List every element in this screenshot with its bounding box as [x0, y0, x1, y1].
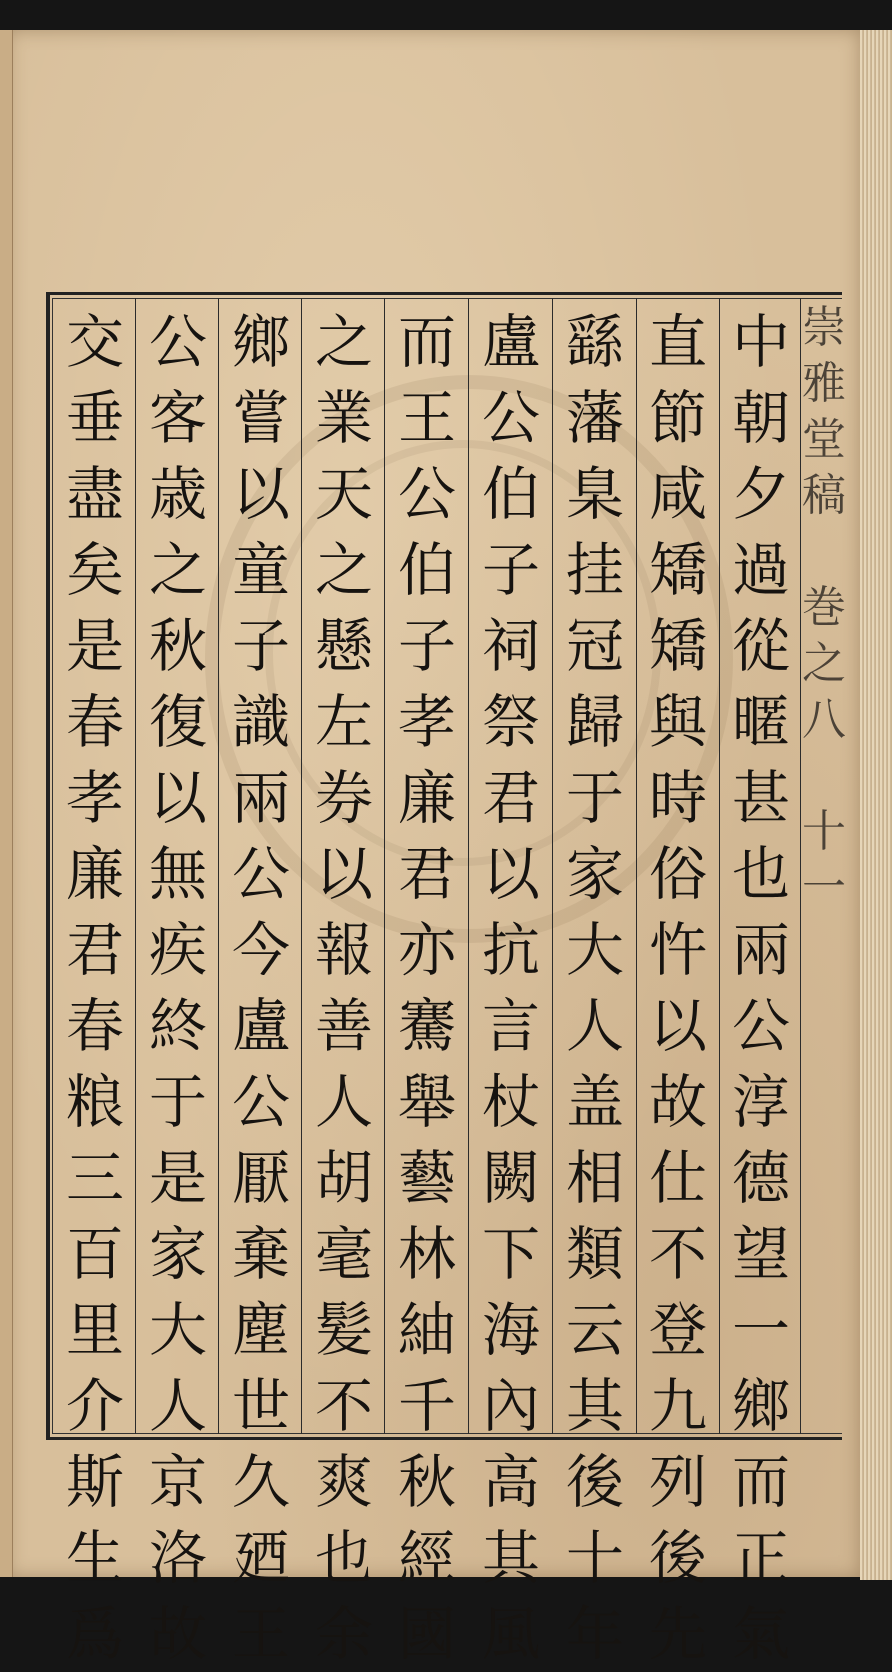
text-character: 久 — [231, 1448, 290, 1516]
text-character: 繇 — [565, 308, 624, 376]
text-character: 一 — [802, 862, 846, 913]
text-character: 以 — [481, 840, 540, 908]
text-character: 孝 — [65, 764, 124, 832]
text-character: 與 — [648, 688, 707, 756]
text-character: 正 — [731, 1524, 790, 1592]
text-character: 疾 — [148, 916, 207, 984]
text-character: 兩 — [731, 916, 790, 984]
text-character: 以 — [148, 764, 207, 832]
text-character: 盖 — [565, 1068, 624, 1136]
text-character: 祭 — [481, 688, 540, 756]
text-character: 直 — [648, 308, 707, 376]
text-character: 春 — [65, 688, 124, 756]
text-character: 歸 — [565, 688, 624, 756]
margin-label — [800, 300, 848, 916]
text-character: 甚 — [731, 764, 790, 832]
text-character: 百 — [65, 1220, 124, 1288]
text-column-4 — [470, 304, 552, 1668]
text-character: 下 — [481, 1220, 540, 1288]
text-character: 大 — [565, 916, 624, 984]
text-character: 祠 — [481, 612, 540, 680]
text-character: 交 — [65, 308, 124, 376]
text-character: 子 — [231, 612, 290, 680]
text-character: 以 — [231, 460, 290, 528]
text-character: 時 — [648, 764, 707, 832]
text-character: 夕 — [731, 460, 790, 528]
text-character: 冠 — [565, 612, 624, 680]
text-character: 懸 — [314, 612, 373, 680]
text-character: 于 — [148, 1068, 207, 1136]
text-character: 類 — [565, 1220, 624, 1288]
text-character: 君 — [65, 916, 124, 984]
text-character: 人 — [148, 1372, 207, 1440]
text-column-6 — [303, 304, 385, 1668]
text-character: 伯 — [397, 536, 456, 604]
text-column-5 — [386, 304, 468, 1668]
text-character: 生 — [65, 1524, 124, 1592]
text-character: 胡 — [314, 1144, 373, 1212]
text-character: 左 — [314, 688, 373, 756]
text-character: 盧 — [481, 308, 540, 376]
text-character: 矯 — [648, 536, 707, 604]
text-character: 兩 — [231, 764, 290, 832]
text-character: 公 — [731, 992, 790, 1060]
text-character: 無 — [148, 840, 207, 908]
text-character: 氣 — [731, 1600, 790, 1668]
text-character: 公 — [231, 1068, 290, 1136]
text-character: 今 — [231, 916, 290, 984]
text-character: 孝 — [397, 688, 456, 756]
text-character: 童 — [231, 536, 290, 604]
column-divider — [552, 298, 553, 1434]
column-space — [800, 524, 848, 580]
text-character: 公 — [481, 384, 540, 452]
text-character: 報 — [314, 916, 373, 984]
text-character: 是 — [65, 612, 124, 680]
text-character: 舉 — [397, 1068, 456, 1136]
text-character: 淳 — [731, 1068, 790, 1136]
text-character: 忤 — [648, 916, 707, 984]
text-character: 紬 — [397, 1296, 456, 1364]
text-character: 髪 — [314, 1296, 373, 1364]
page-stack-edge — [860, 30, 892, 1580]
text-character: 風 — [481, 1600, 540, 1668]
text-character: 闕 — [481, 1144, 540, 1212]
text-character: 塵 — [231, 1296, 290, 1364]
text-character: 伯 — [481, 460, 540, 528]
text-character: 于 — [565, 764, 624, 832]
text-character: 故 — [148, 1600, 207, 1668]
text-character: 厭 — [231, 1144, 290, 1212]
text-character: 抗 — [481, 916, 540, 984]
text-character: 朝 — [731, 384, 790, 452]
text-character: 秋 — [148, 612, 207, 680]
text-character: 識 — [231, 688, 290, 756]
text-character: 盡 — [65, 460, 124, 528]
text-character: 高 — [481, 1448, 540, 1516]
text-character: 後 — [565, 1448, 624, 1516]
text-character: 以 — [648, 992, 707, 1060]
text-column-3 — [554, 304, 636, 1668]
text-character: 洛 — [148, 1524, 207, 1592]
text-character: 崇 — [802, 302, 846, 353]
text-character: 矯 — [648, 612, 707, 680]
text-character: 天 — [314, 460, 373, 528]
text-character: 登 — [648, 1296, 707, 1364]
text-character: 人 — [314, 1068, 373, 1136]
text-character: 臬 — [565, 460, 624, 528]
text-character: 君 — [397, 840, 456, 908]
text-character: 稿 — [802, 470, 846, 521]
text-character: 里 — [65, 1296, 124, 1364]
text-character: 八 — [802, 694, 846, 745]
text-character: 以 — [314, 840, 373, 908]
text-character: 家 — [148, 1220, 207, 1288]
text-column-1 — [720, 304, 802, 1668]
text-character: 後 — [648, 1524, 707, 1592]
text-character: 斯 — [65, 1448, 124, 1516]
text-character: 九 — [648, 1372, 707, 1440]
text-character: 春 — [65, 992, 124, 1060]
text-character: 家 — [565, 840, 624, 908]
text-character: 鄉 — [231, 308, 290, 376]
text-character: 林 — [397, 1220, 456, 1288]
text-character: 故 — [648, 1068, 707, 1136]
text-character: 杖 — [481, 1068, 540, 1136]
text-character: 爲 — [65, 1600, 124, 1668]
text-character: 俗 — [648, 840, 707, 908]
text-character: 子 — [481, 536, 540, 604]
text-character: 復 — [148, 688, 207, 756]
text-character: 人 — [565, 992, 624, 1060]
text-character: 挂 — [565, 536, 624, 604]
text-column-2 — [637, 304, 719, 1668]
text-character: 而 — [731, 1448, 790, 1516]
text-character: 之 — [802, 638, 846, 689]
text-character: 巻 — [802, 582, 846, 633]
text-character: 云 — [565, 1296, 624, 1364]
text-character: 公 — [148, 308, 207, 376]
text-character: 業 — [314, 384, 373, 452]
text-character: 經 — [397, 1524, 456, 1592]
text-column-9 — [54, 304, 136, 1668]
text-character: 粮 — [65, 1068, 124, 1136]
text-character: 嘗 — [231, 384, 290, 452]
text-character: 棄 — [231, 1220, 290, 1288]
text-character: 不 — [648, 1220, 707, 1288]
text-character: 善 — [314, 992, 373, 1060]
text-character: 鄉 — [731, 1372, 790, 1440]
text-character: 券 — [314, 764, 373, 832]
text-character: 之 — [148, 536, 207, 604]
text-character: 藝 — [397, 1144, 456, 1212]
text-character: 之 — [314, 308, 373, 376]
text-character: 從 — [731, 612, 790, 680]
text-character: 爽 — [314, 1448, 373, 1516]
text-character: 介 — [65, 1372, 124, 1440]
text-character: 內 — [481, 1372, 540, 1440]
text-character: 不 — [314, 1372, 373, 1440]
text-character: 公 — [397, 460, 456, 528]
text-character: 也 — [314, 1524, 373, 1592]
text-character: 列 — [648, 1448, 707, 1516]
text-character: 騫 — [397, 992, 456, 1060]
text-character: 大 — [148, 1296, 207, 1364]
text-column-8 — [137, 304, 219, 1668]
text-character: 垂 — [65, 384, 124, 452]
text-character: 十 — [565, 1524, 624, 1592]
text-character: 年 — [565, 1600, 624, 1668]
text-character: 千 — [397, 1372, 456, 1440]
text-character: 盧 — [231, 992, 290, 1060]
text-character: 世 — [231, 1372, 290, 1440]
text-character: 王 — [397, 384, 456, 452]
text-character: 君 — [481, 764, 540, 832]
text-character: 相 — [565, 1144, 624, 1212]
text-character: 矣 — [65, 536, 124, 604]
text-character: 先 — [648, 1600, 707, 1668]
text-character: 德 — [731, 1144, 790, 1212]
text-character: 余 — [314, 1600, 373, 1668]
text-character: 雅 — [802, 358, 846, 409]
column-space — [800, 748, 848, 804]
text-character: 王 — [231, 1600, 290, 1668]
text-character: 堂 — [802, 414, 846, 465]
text-character: 是 — [148, 1144, 207, 1212]
text-character: 客 — [148, 384, 207, 452]
text-character: 咸 — [648, 460, 707, 528]
text-character: 海 — [481, 1296, 540, 1364]
text-character: 廉 — [65, 840, 124, 908]
text-character: 言 — [481, 992, 540, 1060]
text-character: 節 — [648, 384, 707, 452]
text-character: 國 — [397, 1600, 456, 1668]
text-character: 廼 — [231, 1524, 290, 1592]
text-character: 中 — [731, 308, 790, 376]
text-character: 仕 — [648, 1144, 707, 1212]
text-character: 其 — [481, 1524, 540, 1592]
text-character: 歳 — [148, 460, 207, 528]
text-character: 望 — [731, 1220, 790, 1288]
text-character: 三 — [65, 1144, 124, 1212]
left-page-edge — [0, 30, 13, 1577]
text-character: 藩 — [565, 384, 624, 452]
text-character: 毫 — [314, 1220, 373, 1288]
text-column-7 — [220, 304, 302, 1668]
text-character: 一 — [731, 1296, 790, 1364]
column-divider — [468, 298, 469, 1434]
text-character: 暱 — [731, 688, 790, 756]
text-character: 廉 — [397, 764, 456, 832]
text-character: 京 — [148, 1448, 207, 1516]
text-character: 終 — [148, 992, 207, 1060]
text-character: 而 — [397, 308, 456, 376]
text-character: 其 — [565, 1372, 624, 1440]
text-character: 公 — [231, 840, 290, 908]
text-character: 子 — [397, 612, 456, 680]
text-character: 也 — [731, 840, 790, 908]
text-character: 之 — [314, 536, 373, 604]
text-character: 十 — [802, 806, 846, 857]
text-character: 秋 — [397, 1448, 456, 1516]
text-character: 亦 — [397, 916, 456, 984]
text-character: 過 — [731, 536, 790, 604]
